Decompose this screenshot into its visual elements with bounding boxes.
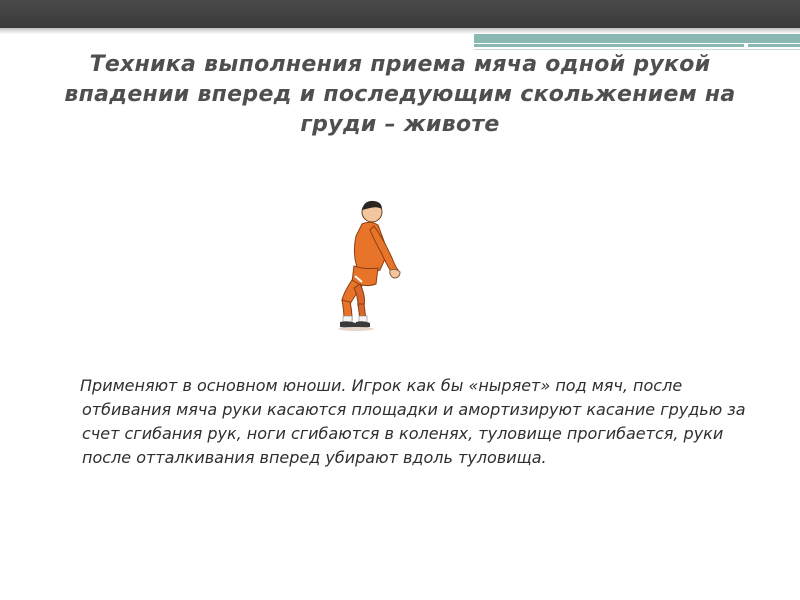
volleyball-player-illustration [322,196,412,332]
slide-title: Техника выполнения приема мяча одной рукой впадении вперед и последующим скольжением на груди – животе [64,52,736,137]
slide-body-text: Применяют в основном юноши. Игрок как бы «ныряет» под мяч, после отбивания мяча руки касаются площадки и амортизируют касание грудью за счет сгибания рук, ноги сгибаются в коленях, туловище прогибается, руки после отталкивания вперед убирают вдоль туловища. [80,376,746,467]
accent-band [474,34,800,43]
slide-top-bar [0,0,800,28]
accent-line [474,44,744,47]
accent-line-short [748,44,800,47]
